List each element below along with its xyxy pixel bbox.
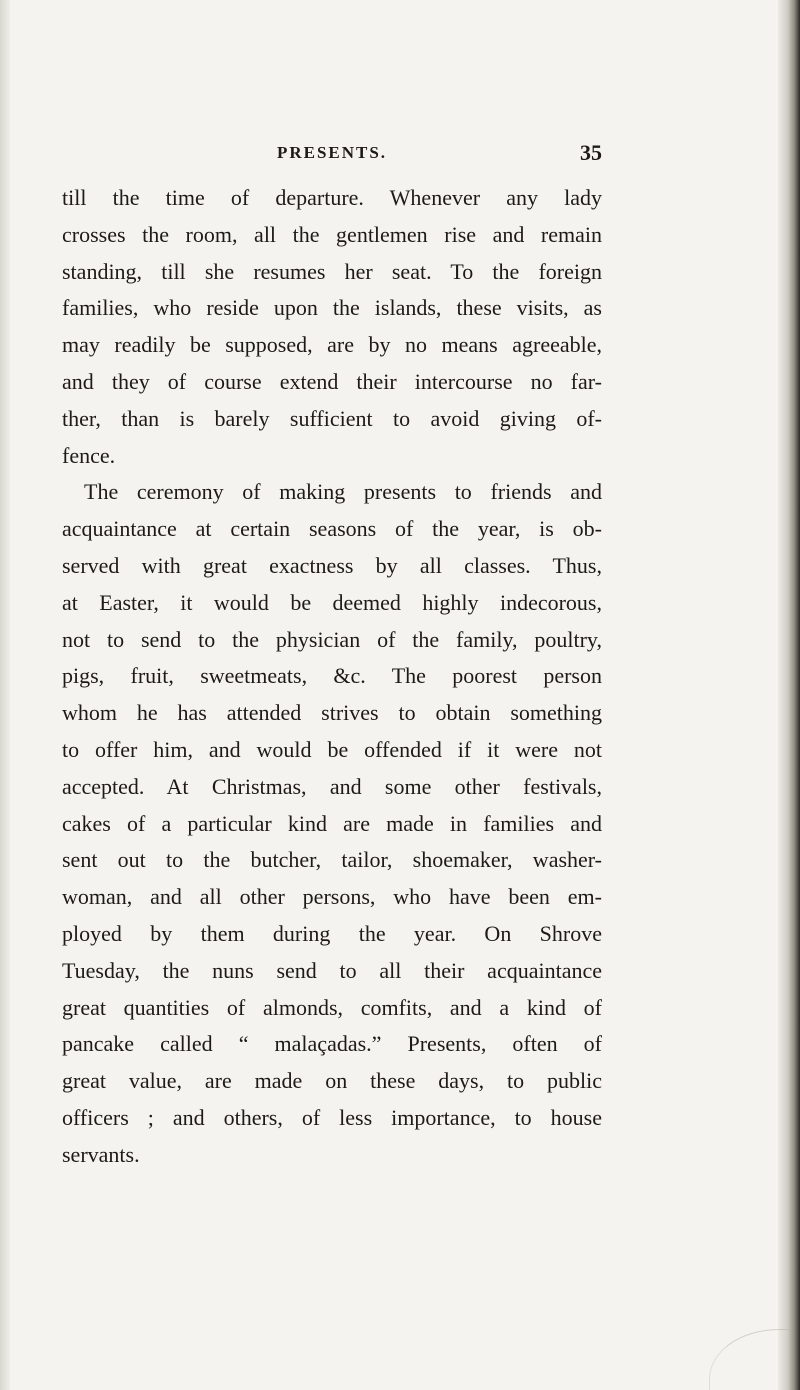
text-line: great value, are made on these days, to public [62,1068,602,1094]
text-line: not to send to the physician of the family, poultry, [62,626,602,652]
text-line: served with great exactness by all classes. Thus, [62,552,602,578]
text-line: servants. [62,1141,140,1167]
text-line: pancake called “ malaçadas.” Presents, often of [62,1031,602,1057]
page-left-edge [0,0,10,1390]
page-right-edge-shadow [778,0,800,1390]
text-line: to offer him, and would be offended if it were not [62,736,602,762]
running-head-title: PRESENTS. [276,143,388,162]
text-line: standing, till she resumes her seat. To the foreign [62,258,602,284]
text-line: sent out to the butcher, tailor, shoemaker, washer- [62,847,602,873]
text-line: ther, than is barely sufficient to avoid giving of- [62,405,602,431]
text-line: Tuesday, the nuns send to all their acquaintance [62,957,602,983]
text-line: families, who reside upon the islands, these visits, as [62,295,602,321]
body-text [62,180,602,1174]
text-line: whom he has attended strives to obtain something [62,700,602,726]
text-line: great quantities of almonds, comfits, and a kind of [62,994,602,1020]
text-line: at Easter, it would be deemed highly indecorous, [62,589,602,615]
text-line: acquaintance at certain seasons of the year, is ob- [62,516,602,542]
text-line: till the time of departure. Whenever any lady [62,185,602,210]
page-number: 35 [580,140,602,165]
text-line: accepted. At Christmas, and some other festivals, [62,773,602,799]
text-line: crosses the room, all the gentlemen rise and remain [62,221,602,247]
page-corner-curl [709,1329,790,1390]
text-line: ployed by them during the year. On Shrove [62,920,602,946]
text-line: woman, and all other persons, who have been em- [62,884,602,910]
text-line: may readily be supposed, are by no means agreeable, [62,332,602,358]
text-line: cakes of a particular kind are made in families and [62,810,602,836]
text-line: and they of course extend their intercourse no far- [62,368,602,394]
text-line: fence. [62,442,116,468]
paragraph-start-line: The ceremony of making presents to friends and [84,479,602,505]
running-head [62,140,602,174]
text-line: officers ; and others, of less importance, to house [62,1104,602,1130]
text-line: pigs, fruit, sweetmeats, &c. The poorest person [62,663,602,689]
